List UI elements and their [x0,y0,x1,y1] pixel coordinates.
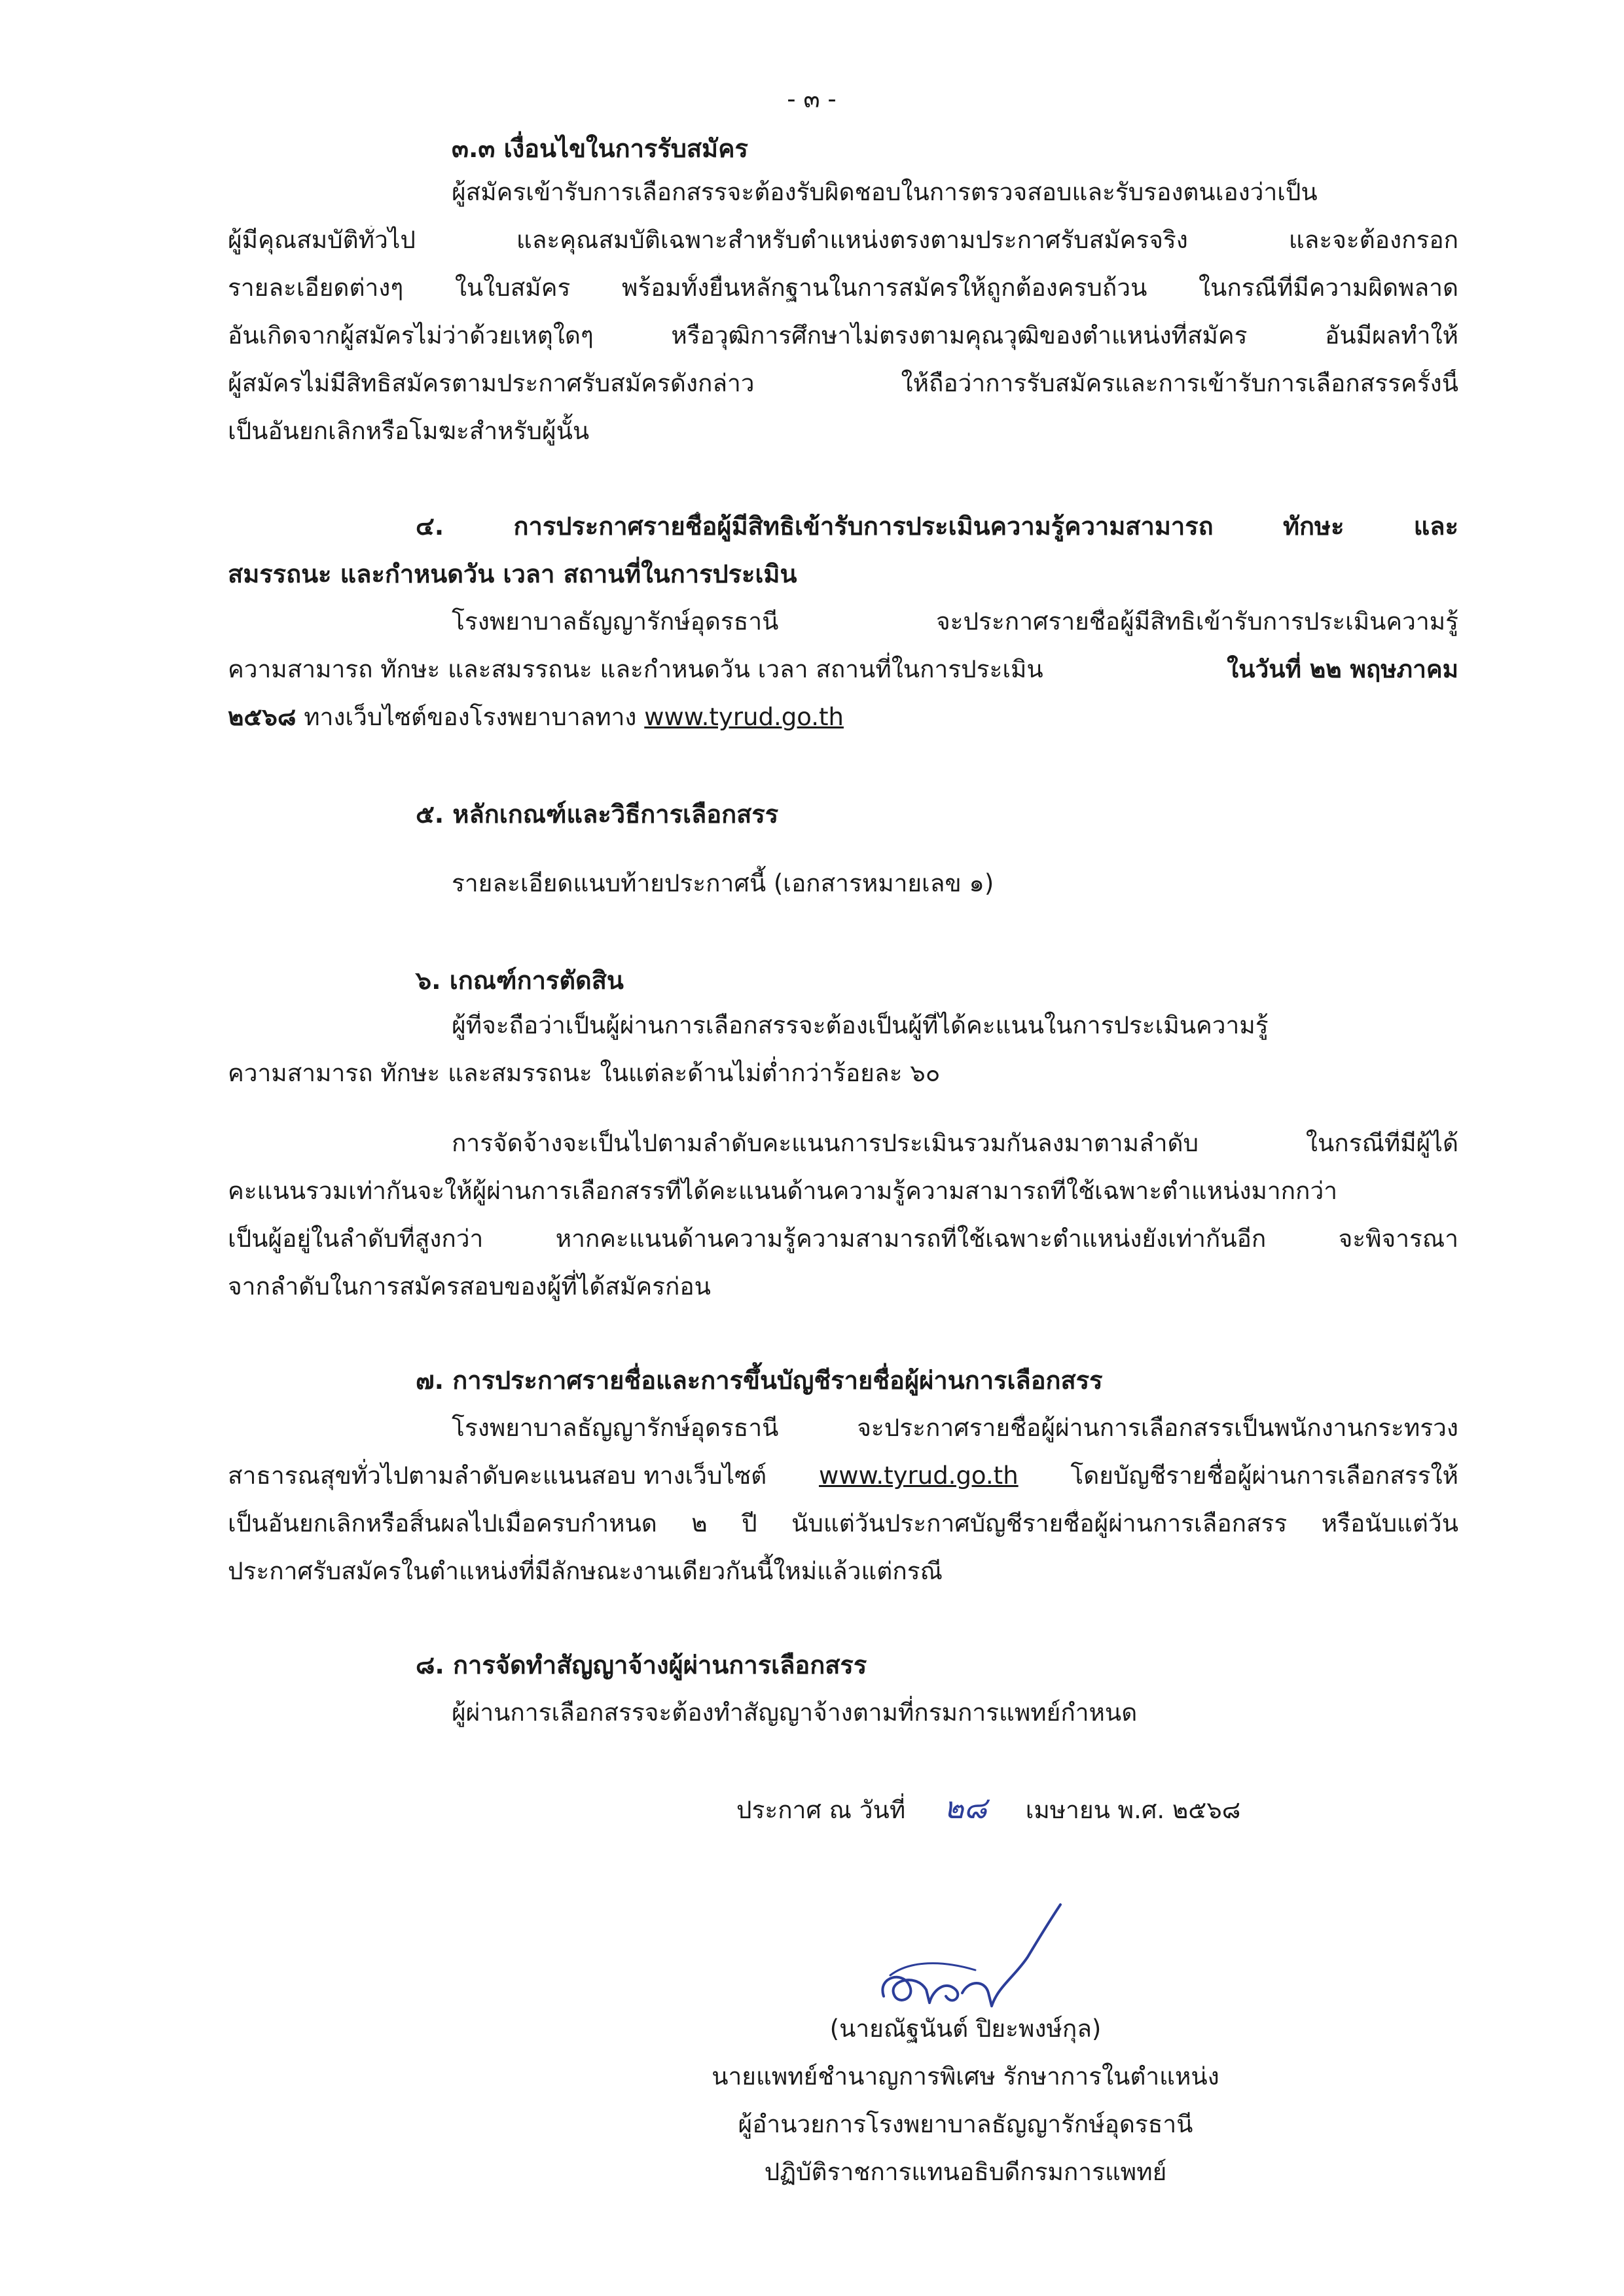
section-7-heading: ๗. การประกาศรายชื่อและการขึ้นบัญชีรายชื่อผู้ผ่านการเลือกสรร [416,1366,1103,1395]
s6-p2-line-2: คะแนนรวมเท่ากันจะให้ผู้ผ่านการเลือกสรรที่ได้คะแนนด้านความรู้ความสามารถที่ใช้เฉพาะตำแหน่งมากกว่า [228,1177,1337,1205]
s6-p2-line-1: การจัดจ้างจะเป็นไปตามลำดับคะแนนการประเมินรวมกันลงมาตามลำดับ ในกรณีที่มีผู้ได้ [452,1129,1458,1157]
s33-line-5: ผู้สมัครไม่มีสิทธิสมัครตามประกาศรับสมัครดังกล่าว ให้ถือว่าการรับสมัครและการเข้ารับการเลือกสรรครั้งนี้ [228,369,1458,397]
s7-line-4: ประกาศรับสมัครในตำแหน่งที่มีลักษณะงานเดียวกันนี้ใหม่แล้วแต่กรณี [228,1557,943,1585]
signatory-name: (นายณัฐนันต์ ปิยะพงษ์กุล) [829,2015,1102,2043]
s33-line-3: รายละเอียดต่างๆ ในใบสมัคร พร้อมทั้งยื่นหลักฐานในการสมัครให้ถูกต้องครบถ้วน ในกรณีที่มีความผิดพลาด [228,274,1458,302]
s4-line-3-text: ทางเว็บไซต์ของโรงพยาบาลทาง [296,703,645,731]
s8-line: ผู้ผ่านการเลือกสรรจะต้องทำสัญญาจ้างตามที่กรมการแพทย์กำหนด [452,1698,1138,1727]
s4-year: ๒๕๖๘ [228,703,297,731]
s33-line-1: ผู้สมัครเข้ารับการเลือกสรรจะต้องรับผิดชอบในการตรวจสอบและรับรองตนเองว่าเป็น [452,178,1318,206]
section-3-3-heading: ๓.๓ เงื่อนไขในการรับสมัคร [452,134,748,163]
s7-line-1: โรงพยาบาลธัญญารักษ์อุดรธานี จะประกาศรายชื่อผู้ผ่านการเลือกสรรเป็นพนักงานกระทรวง [452,1414,1458,1442]
handwritten-signature [864,1898,1074,2029]
announce-prefix: ประกาศ ณ วันที่ [736,1796,906,1824]
section-4-heading-1: ๔. การประกาศรายชื่อผู้มีสิทธิเข้ารับการประเมินความรู้ความสามารถ ทักษะ และ [416,512,1458,541]
s7-line-2-text-c: โดยบัญชีรายชื่อผู้ผ่านการเลือกสรรให้ [1070,1462,1458,1490]
s5-line: รายละเอียดแนบท้ายประกาศนี้ (เอกสารหมายเลข ๑) [452,869,994,897]
s6-p2-line-3: เป็นผู้อยู่ในลำดับที่สูงกว่า หากคะแนนด้านความรู้ความสามารถที่ใช้เฉพาะตำแหน่งยังเท่ากันอีก จะพิจารณา [228,1225,1458,1253]
website-link[interactable]: www.tyrud.go.th [818,1462,1019,1490]
s4-line-1: โรงพยาบาลธัญญารักษ์อุดรธานี จะประกาศรายชื่อผู้มีสิทธิเข้ารับการประเมินความรู้ [452,607,1458,636]
s6-p2-line-4: จากลำดับในการสมัครสอบของผู้ที่ได้สมัครก่อน [228,1272,711,1300]
signatory-title-3: ปฏิบัติราชการแทนอธิบดีกรมการแพทย์ [764,2158,1167,2186]
s33-line-6: เป็นอันยกเลิกหรือโมฆะสำหรับผู้นั้น [228,417,590,445]
announce-suffix: เมษายน พ.ศ. ๒๕๖๘ [1025,1796,1241,1824]
s6-p1-line-2: ความสามารถ ทักษะ และสมรรถนะ ในแต่ละด้านไม่ต่ำกว่าร้อยละ ๖๐ [228,1059,941,1087]
s4-line-2 [228,655,1458,684]
page-number: - ๓ - [787,85,837,113]
s4-line-3 [228,703,844,732]
website-link[interactable]: www.tyrud.go.th [644,703,844,731]
signatory-title-2: ผู้อำนวยการโรงพยาบาลธัญญารักษ์อุดรธานี [738,2110,1193,2138]
s4-date-emphasis: ในวันที่ ๒๒ พฤษภาคม [1227,655,1458,683]
section-4-heading-2: สมรรถนะ และกำหนดวัน เวลา สถานที่ในการประเมิน [228,560,797,588]
section-5-heading: ๕. หลักเกณฑ์และวิธีการเลือกสรร [416,800,779,829]
s33-line-4: อันเกิดจากผู้สมัครไม่ว่าด้วยเหตุใดๆ หรือวุฒิการศึกษาไม่ตรงตามคุณวุฒิของตำแหน่งที่สมัคร อันมีผลทำให้ [228,321,1458,350]
s7-line-3: เป็นอันยกเลิกหรือสิ้นผลไปเมื่อครบกำหนด ๒ ปี นับแต่วันประกาศบัญชีรายชื่อผู้ผ่านการเลือกสรร หรือนับแต่วัน [228,1509,1458,1537]
s6-p1-line-1: ผู้ที่จะถือว่าเป็นผู้ผ่านการเลือกสรรจะต้องเป็นผู้ที่ได้คะแนนในการประเมินความรู้ [452,1011,1269,1039]
s7-line-2-text-a: สาธารณสุขทั่วไปตามลำดับคะแนนสอบ ทางเว็บไซต์ [228,1462,767,1490]
s7-line-2 [228,1462,1458,1490]
section-6-heading: ๖. เกณฑ์การตัดสิน [416,966,624,995]
s33-line-2: ผู้มีคุณสมบัติทั่วไป และคุณสมบัติเฉพาะสำหรับตำแหน่งตรงตามประกาศรับสมัครจริง และจะต้องกรอก [228,226,1458,254]
announcement-date [736,1790,1240,1826]
section-8-heading: ๘. การจัดทำสัญญาจ้างผู้ผ่านการเลือกสรร [416,1651,867,1679]
signatory-title-1: นายแพทย์ชำนาญการพิเศษ รักษาการในตำแหน่ง [712,2062,1219,2090]
handwritten-day: ๒๘ [944,1790,987,1825]
s4-line-2-text: ความสามารถ ทักษะ และสมรรถนะ และกำหนดวัน เวลา สถานที่ในการประเมิน [228,655,1043,683]
